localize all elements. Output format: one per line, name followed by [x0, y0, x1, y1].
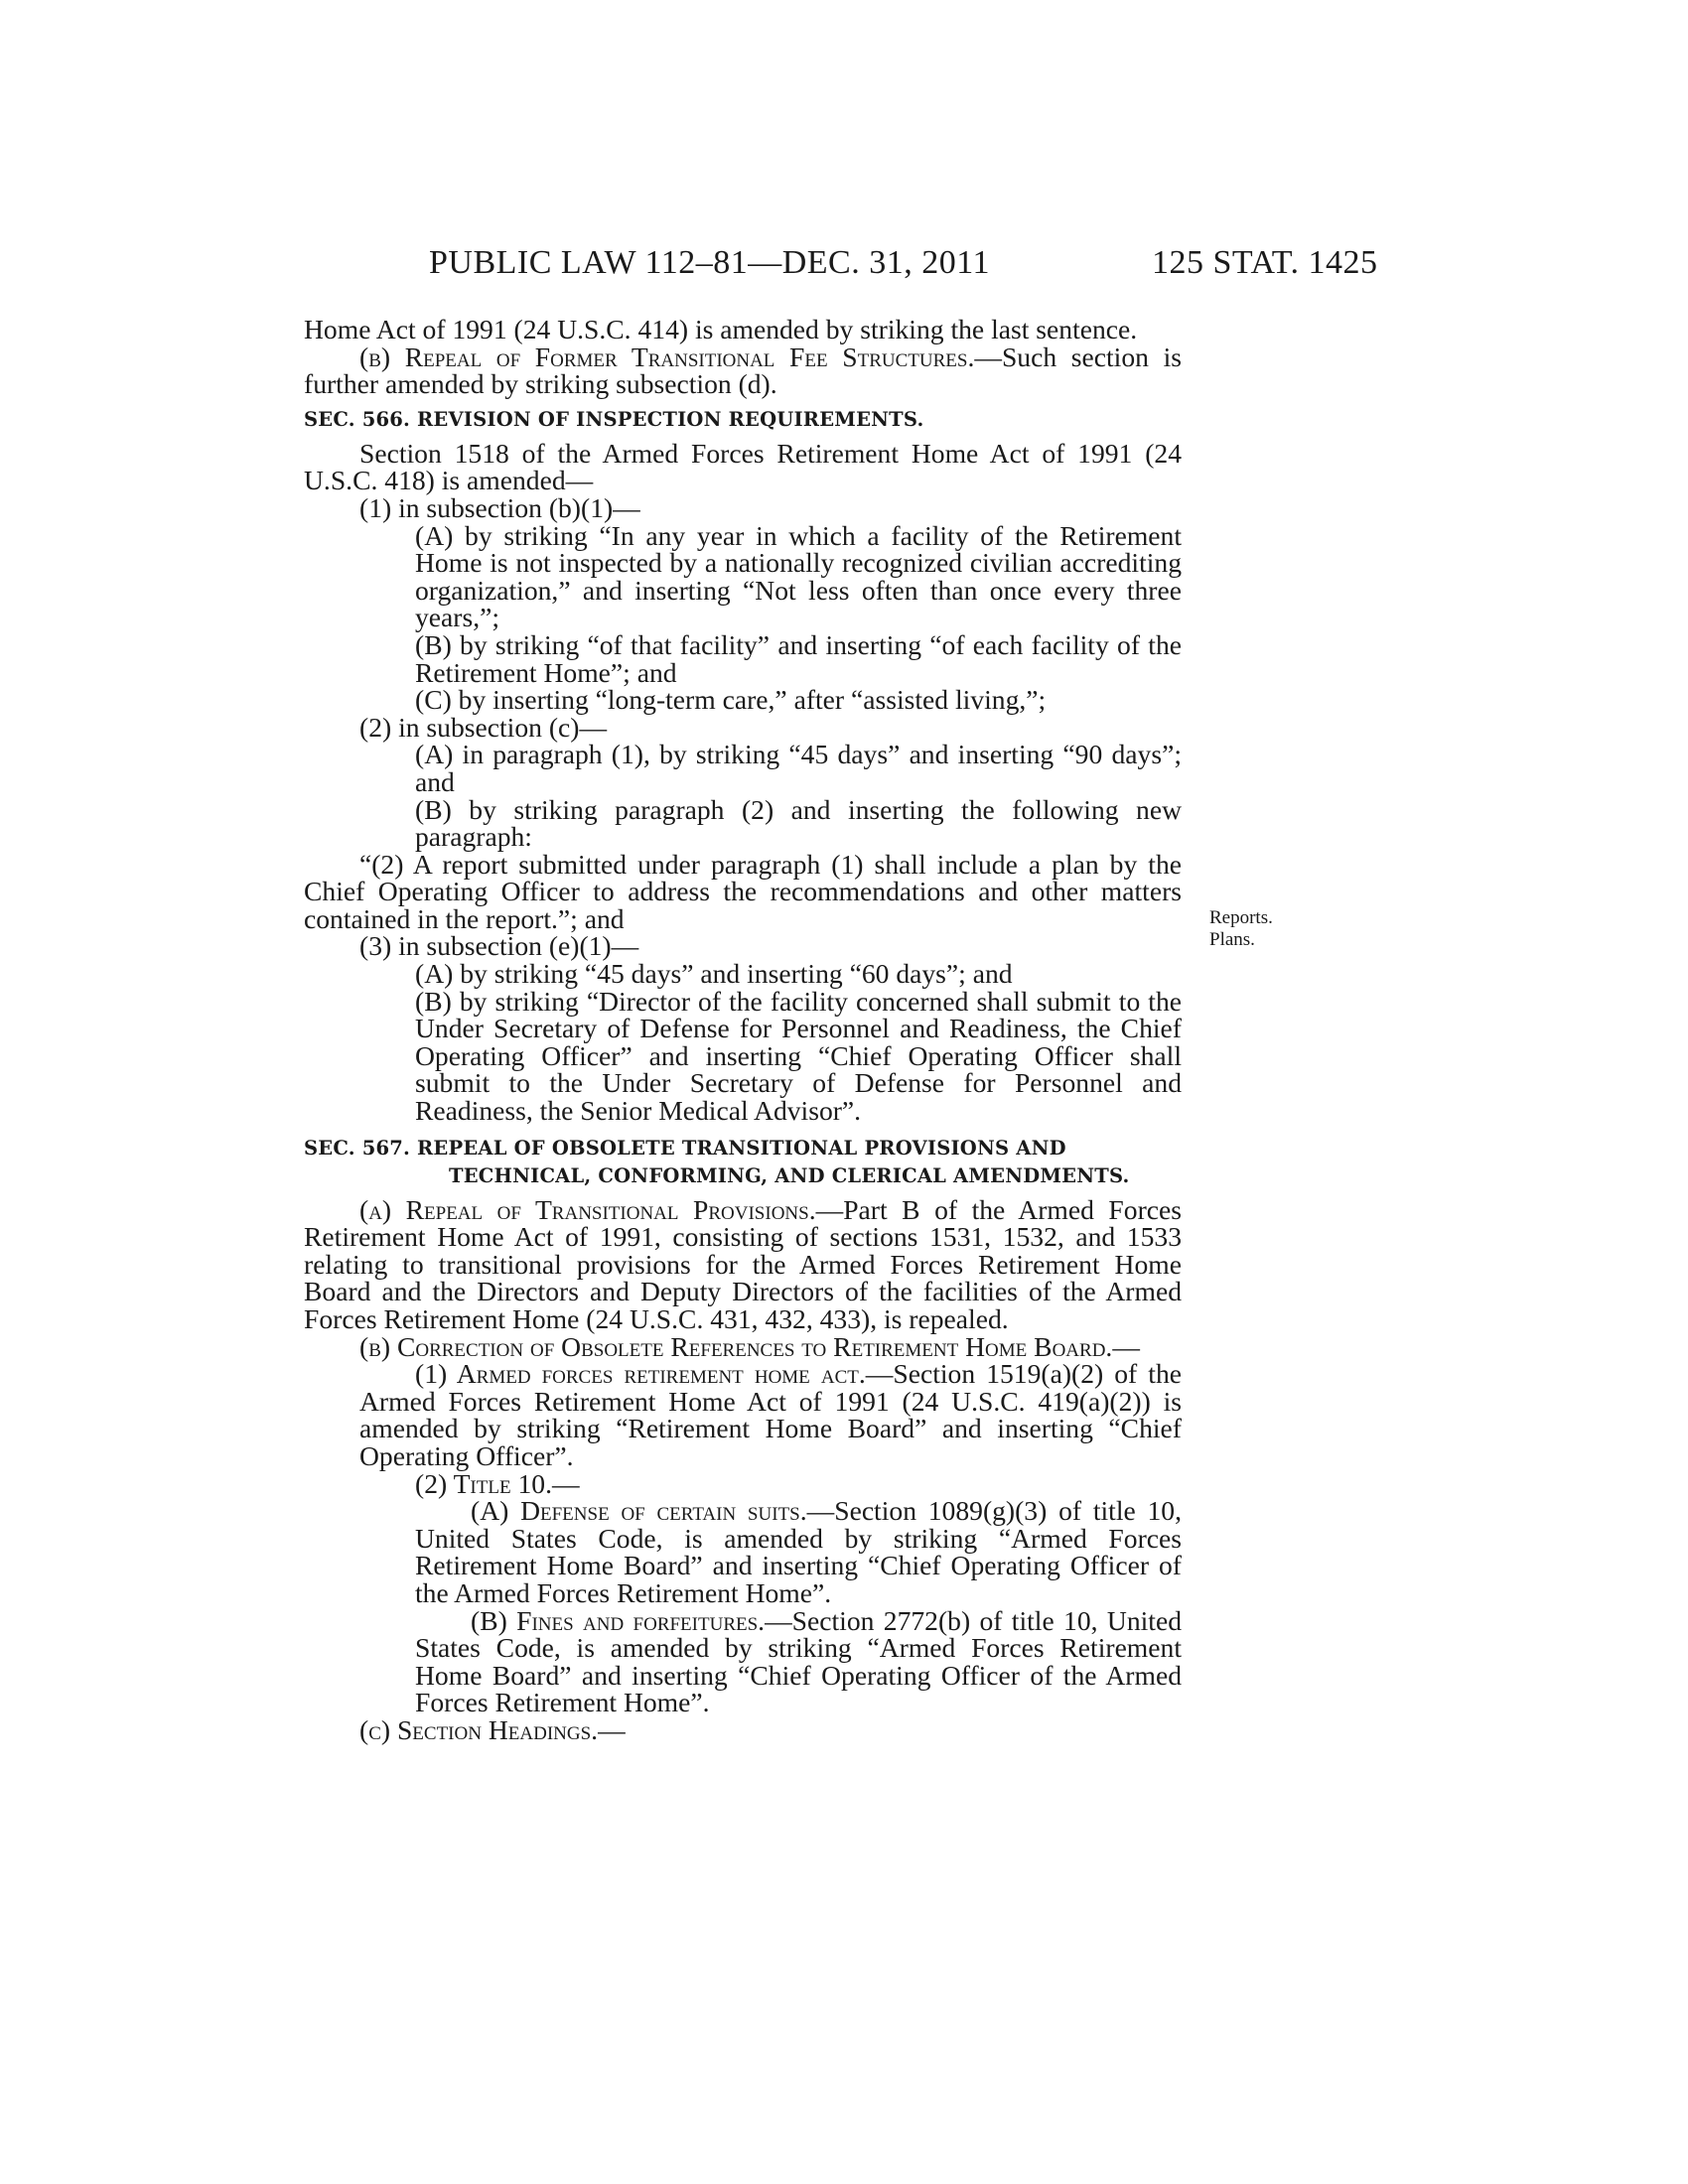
subsection-567-c	[304, 1713, 1182, 1745]
paragraph-566-3: (3) in subsection (e)(1)—	[359, 930, 639, 962]
paragraph-heading: (b) Repeal of Former Transitional Fee Structures.	[359, 341, 975, 372]
subparagraph-heading: (B) Fines and forfeitures.	[471, 1604, 766, 1636]
document-body	[304, 316, 1182, 1744]
running-header-stat: 125 STAT. 1425	[1152, 244, 1378, 281]
subparagraph-566-1C: (C) by inserting “long-term care,” after “assisted living,”;	[415, 684, 1047, 716]
paragraph-text: —Such section is further amended by striking subsection (d).	[304, 341, 1182, 400]
subparagraph-566-3A: (A) by striking “45 days” and inserting “60 days”; and	[415, 958, 1013, 990]
paragraph-heading: (1) Armed forces retirement home act.	[415, 1358, 866, 1390]
paragraph-b-fee-structures	[304, 343, 1182, 398]
subsection-text: —	[598, 1713, 626, 1745]
subparagraph-566-1B: (B) by striking “of that facility” and inserting “of each facility of the Retirement Home”; and	[415, 628, 1182, 688]
quoted-paragraph-566: “(2) A report submitted under paragraph (1) shall include a plan by the Chief Operating Officer to address the recommendations and other matters contained in the report.”; and	[304, 848, 1182, 934]
paragraph-continued: Home Act of 1991 (24 U.S.C. 414) is amended by striking the last sentence.	[304, 314, 1138, 344]
subparagraph-566-2A: (A) in paragraph (1), by striking “45 days” and inserting “90 days”; and	[415, 739, 1182, 797]
paragraph-text: —	[551, 1467, 580, 1499]
subparagraph-text: —Section 2772(b) of title 10, United States Code, is amended by striking “Armed Forces Retirement Home Board” and inserting “Chief Operating Officer of the Armed Forces Retirement Home”.	[415, 1604, 1182, 1718]
subsection-heading: (a) Repeal of Transitional Provisions.	[359, 1193, 816, 1225]
paragraph-566-2: (2) in subsection (c)—	[359, 711, 608, 743]
section-heading-566: SEC. 566. REVISION OF INSPECTION REQUIREMENTS.	[304, 407, 924, 431]
subsection-567-a	[304, 1193, 1182, 1334]
section-heading-567	[304, 1135, 1182, 1190]
paragraph-566-1: (1) in subsection (b)(1)—	[359, 491, 640, 523]
paragraph-567-b2	[304, 1467, 1182, 1499]
paragraph-text: —Section 1519(a)(2) of the Armed Forces Retirement Home Act of 1991 (24 U.S.C. 419(a)(2)) is amended by striking “Retirement Home Board” and inserting “Chief Operating Officer”.	[359, 1358, 1182, 1471]
section-566-intro: Section 1518 of the Armed Forces Retirement Home Act of 1991 (24 U.S.C. 418) is amended—	[304, 437, 1182, 496]
margin-note-reports: Reports.	[1209, 907, 1273, 928]
running-header-law: PUBLIC LAW 112–81—DEC. 31, 2011	[429, 244, 990, 281]
subsection-heading: (c) Section Headings.	[359, 1713, 599, 1745]
subparagraph-567-b2B	[304, 1604, 1182, 1718]
margin-note-plans: Plans.	[1209, 929, 1255, 950]
subparagraph-566-1A: (A) by striking “In any year in which a facility of the Retirement Home is not inspected by a nationally recognized civilian accrediting organization,” and inserting “Not less often than once every three years,”;	[415, 519, 1182, 633]
subsection-text: —	[1112, 1330, 1140, 1362]
subsection-heading: (b) Correction of Obsolete References to Retirement Home Board.	[359, 1330, 1113, 1362]
subsection-text: —Part B of the Armed Forces Retirement Home Act of 1991, consisting of sections 1531, 1532, and 1533 relating to transitional provisions for the Armed Forces Retirement Home Board and the Directors and Deputy Directors of the facilities of the Armed Forces Retirement Home (24 U.S.C. 431, 432, 433), is repealed.	[304, 1193, 1182, 1334]
subparagraph-heading: (A) Defense of certain suits.	[471, 1495, 807, 1527]
paragraph-567-b1	[304, 1360, 1182, 1469]
section-heading-567-line2: TECHNICAL, CONFORMING, AND CLERICAL AMENDMENTS.	[449, 1163, 1130, 1187]
subparagraph-567-b2A	[304, 1497, 1182, 1606]
paragraph-heading: (2) Title 10.	[415, 1467, 552, 1499]
subparagraph-566-3B: (B) by striking “Director of the facility concerned shall submit to the Under Secretary of Defense for Personnel and Readiness, the Chief Operating Officer” and inserting “Chief Operating Officer shall submit to the Under Secretary of Defense for Personnel and Readiness, the Senior Medical Advisor”.	[415, 985, 1182, 1127]
section-heading-567-line1: SEC. 567. REPEAL OF OBSOLETE TRANSITIONAL PROVISIONS AND	[304, 1136, 1066, 1160]
subparagraph-text: —Section 1089(g)(3) of title 10, United States Code, is amended by striking “Armed Forces Retirement Home Board” and inserting “Chief Operating Officer of the Armed Forces Retirement Home”.	[415, 1495, 1182, 1608]
subsection-567-b	[304, 1330, 1182, 1362]
subparagraph-566-2B: (B) by striking paragraph (2) and inserting the following new paragraph:	[415, 793, 1182, 853]
